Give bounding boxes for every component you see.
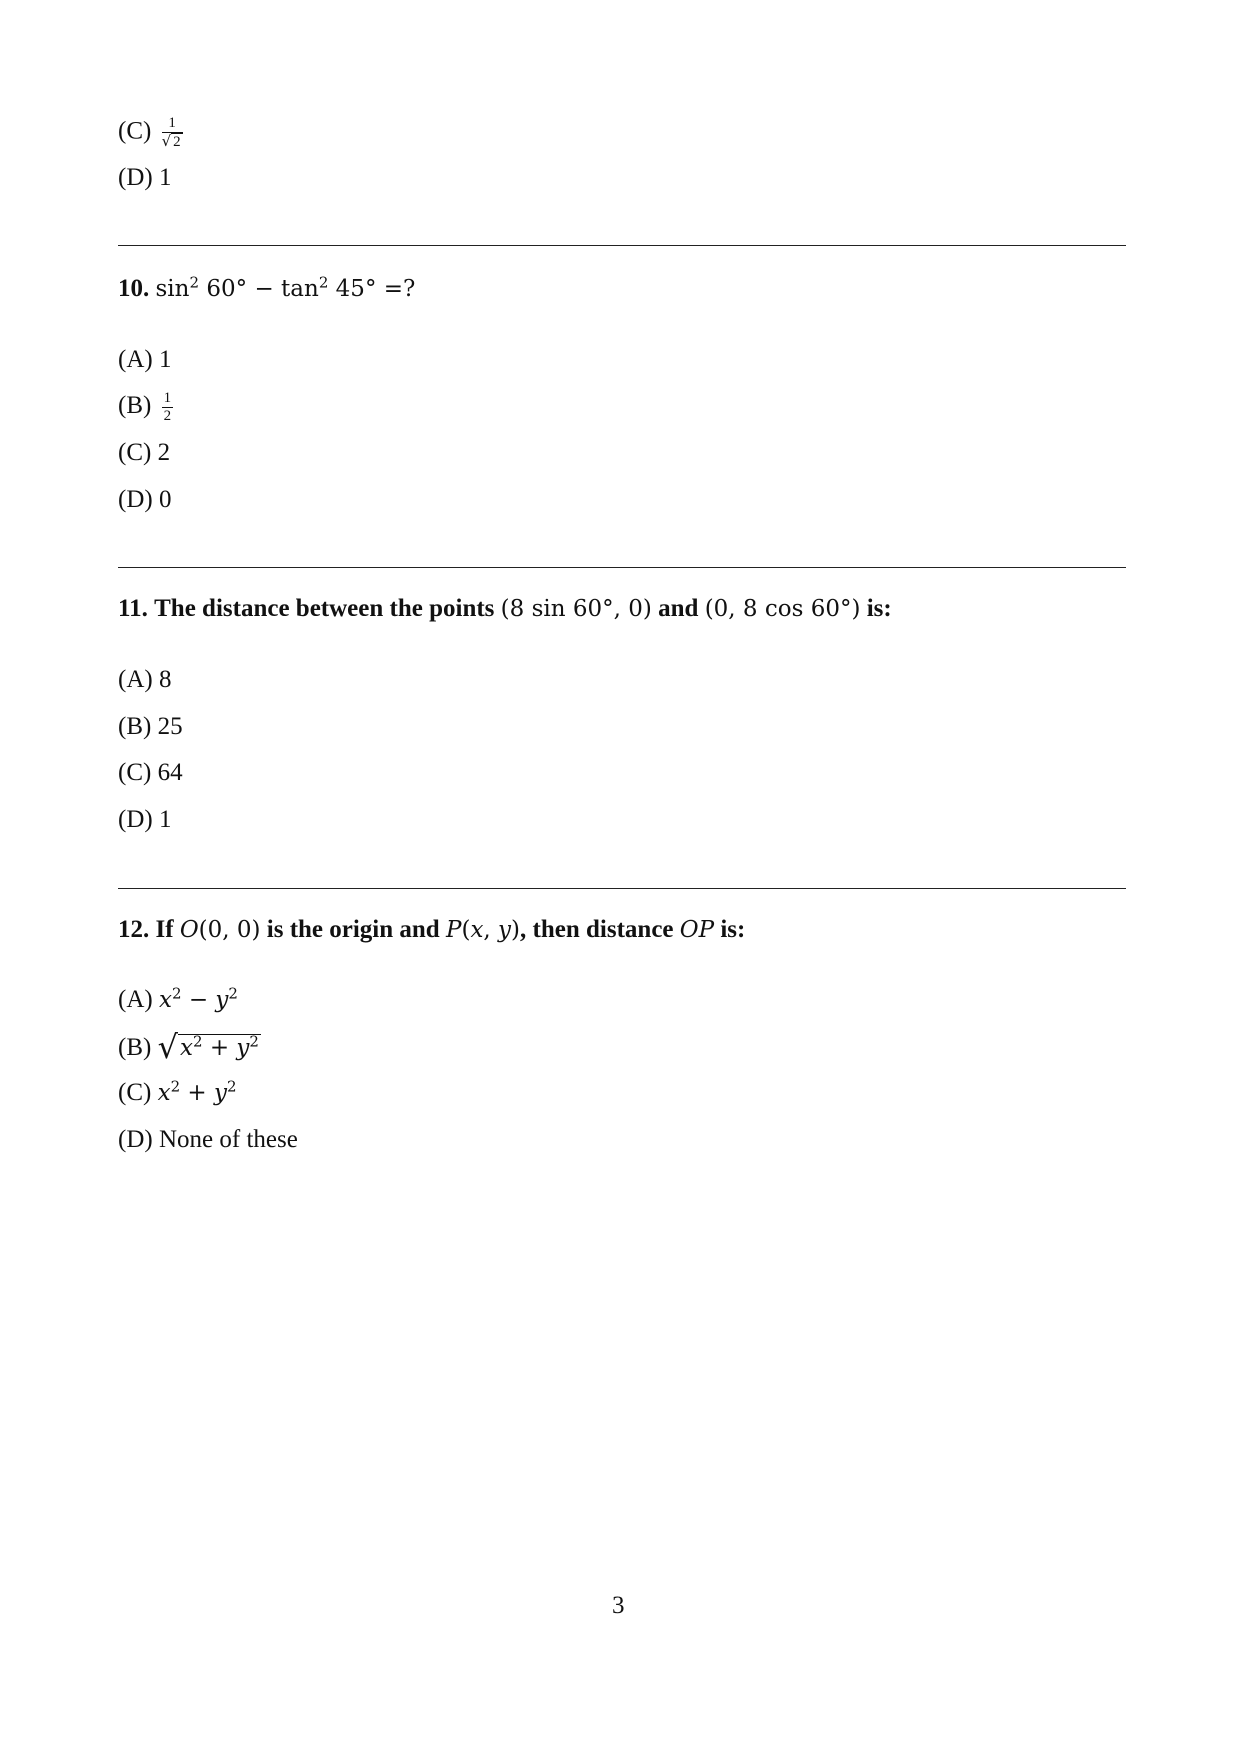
question-number: 12. [118, 916, 150, 943]
divider-3 [118, 888, 1126, 889]
option-label: (A) [118, 986, 153, 1013]
option-value: 1 [158, 806, 172, 833]
sqrt-icon: √ [157, 1028, 178, 1066]
option-value: 1 [158, 164, 172, 191]
option-label: (D) [118, 164, 153, 191]
q10-option-a [118, 345, 171, 375]
q10-option-b [118, 391, 173, 424]
option-value: 1 [158, 346, 172, 373]
connector-and: and [658, 595, 699, 622]
q10-option-c [118, 438, 170, 468]
q11-option-d [118, 805, 171, 835]
sqrt-icon: √ [161, 132, 172, 150]
point-name: P [445, 917, 462, 943]
operator: + [187, 1080, 207, 1106]
point-1: (8 sin 60°, 0) [500, 596, 652, 622]
var-y: y [215, 987, 229, 1013]
exponent: 2 [249, 1032, 259, 1051]
exponent: 2 [189, 273, 200, 292]
denominator: 2 [163, 408, 172, 424]
option-value: 0 [158, 486, 172, 513]
question-text: is the origin and [266, 916, 440, 943]
option-value: 8 [158, 666, 172, 693]
option-value: 64 [157, 759, 183, 786]
option-c-top [118, 116, 183, 150]
origin-name: O [179, 917, 199, 943]
option-label: (D) [118, 1126, 153, 1153]
angle: 60° [206, 276, 248, 302]
segment-op: OP [679, 917, 715, 943]
question-tail: is: [866, 595, 892, 622]
option-value: None of these [158, 1126, 298, 1153]
q10-option-d [118, 485, 171, 515]
numerator: 1 [163, 390, 172, 406]
var-x: x [157, 1080, 171, 1106]
fraction-one-over-sqrt2 [162, 116, 183, 150]
exponent: 2 [318, 273, 329, 292]
sin-fn: sin [155, 276, 190, 302]
exponent: 2 [228, 984, 238, 1003]
q12-option-b [118, 1028, 261, 1066]
exponent: 2 [170, 1077, 181, 1096]
question-12 [118, 915, 745, 945]
q12-option-c [118, 1078, 237, 1108]
paren-open: ( [461, 917, 471, 943]
origin-point [180, 917, 261, 943]
divider-2 [118, 567, 1126, 568]
question-10 [118, 274, 415, 304]
question-text: If [155, 916, 174, 943]
var-y: y [236, 1035, 250, 1061]
question-11 [118, 594, 892, 624]
origin-coords: (0, 0) [198, 917, 261, 943]
option-value: 2 [157, 439, 171, 466]
question-math [155, 273, 416, 302]
operator: − [188, 987, 209, 1013]
question-number: 11. [118, 595, 148, 622]
var-x: x [470, 917, 484, 943]
radicand: 2 [173, 134, 181, 150]
option-label: (B) [118, 1034, 152, 1061]
option-label: (B) [118, 392, 152, 420]
option-label: (D) [118, 486, 153, 513]
equals-question: =? [383, 276, 416, 302]
exponent: 2 [192, 1032, 203, 1051]
comma: , [483, 917, 499, 943]
paren-close: ) [511, 917, 521, 943]
radicand [178, 1034, 261, 1061]
point-p [446, 917, 520, 943]
option-math [157, 1028, 261, 1066]
divider-1 [118, 245, 1126, 246]
option-label: (B) [118, 713, 152, 740]
numerator: 1 [162, 116, 183, 133]
option-value: 25 [157, 713, 183, 740]
option-label: (A) [118, 666, 153, 693]
fraction-one-half [162, 391, 174, 424]
page-number: 3 [612, 1592, 625, 1619]
var-y: y [214, 1080, 228, 1106]
angle: 45° [335, 276, 377, 302]
operator: + [209, 1035, 230, 1061]
option-label: (C) [118, 759, 152, 786]
point-2: (0, 8 cos 60°) [704, 596, 861, 622]
exponent: 2 [171, 984, 182, 1003]
option-label: (C) [118, 117, 152, 145]
question-number: 10. [118, 275, 150, 302]
q12-option-a [118, 985, 238, 1015]
exponent: 2 [227, 1077, 237, 1096]
tan-fn: tan [281, 276, 319, 302]
q12-option-d [118, 1125, 298, 1155]
option-label: (C) [118, 439, 152, 466]
question-text: , then distance [520, 916, 674, 943]
var-y: y [498, 917, 512, 943]
option-label: (C) [118, 1079, 152, 1106]
option-label: (D) [118, 806, 153, 833]
denominator [162, 133, 183, 150]
option-d-top [118, 163, 171, 193]
q11-option-c [118, 758, 183, 788]
q11-option-a [118, 665, 171, 695]
q11-option-b [118, 712, 183, 742]
option-label: (A) [118, 346, 153, 373]
option-math [157, 1077, 237, 1106]
question-text: The distance between the points [154, 595, 495, 622]
var-x: x [158, 987, 172, 1013]
minus-sign: − [254, 276, 274, 302]
question-tail: is: [720, 916, 746, 943]
var-x: x [179, 1035, 193, 1061]
option-math [158, 984, 238, 1013]
